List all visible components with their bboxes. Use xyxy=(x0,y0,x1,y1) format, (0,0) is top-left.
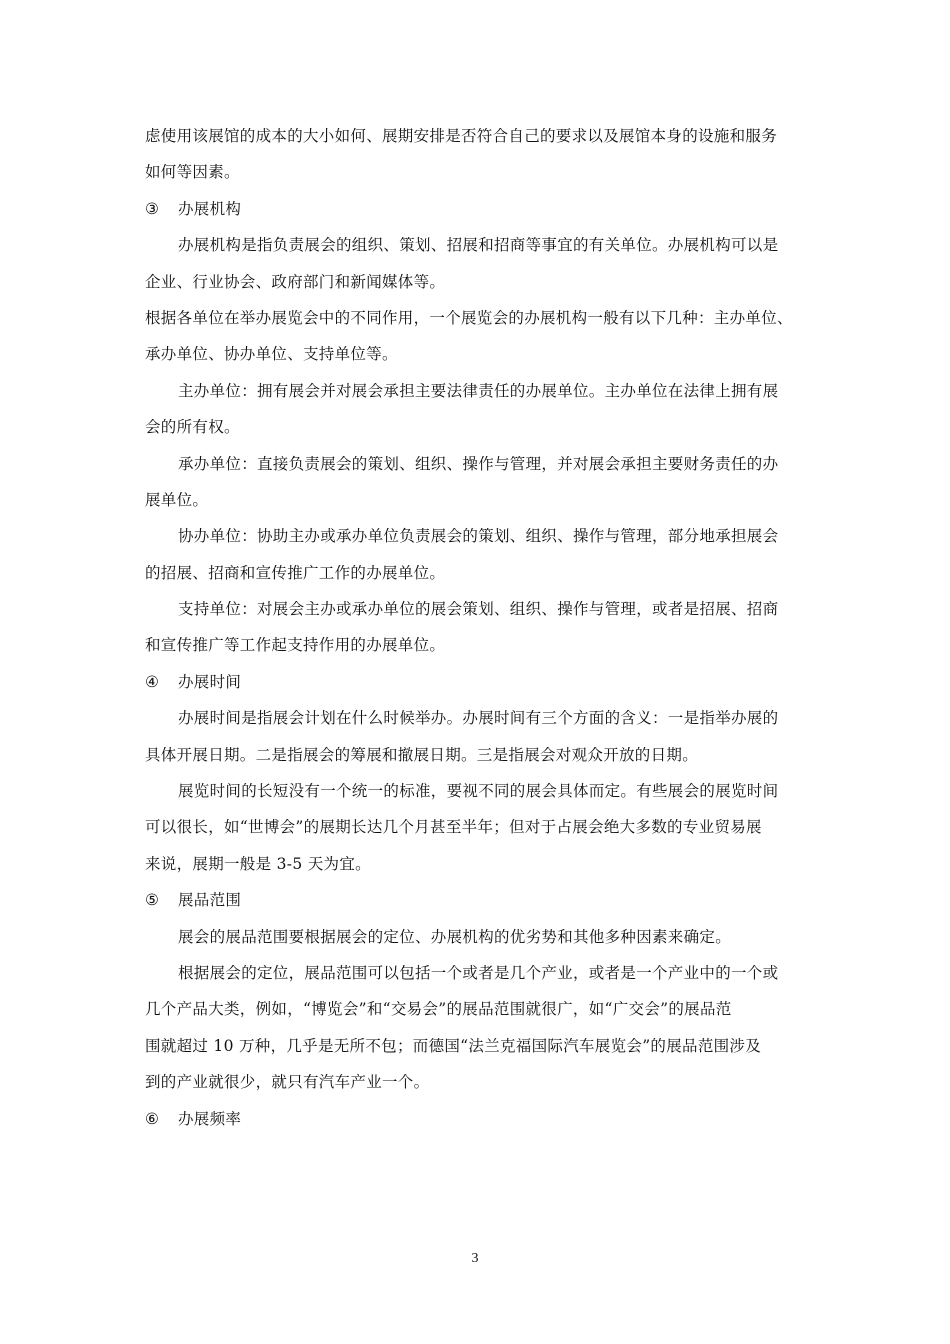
section-heading xyxy=(145,1101,815,1137)
paragraph-line: 虑使用该展馆的成本的大小如何、展期安排是否符合自己的要求以及展馆本身的设施和服务 xyxy=(145,127,778,145)
paragraph-line: 到的产业就很少，就只有汽车产业一个。 xyxy=(145,1073,430,1092)
section-title: 办展时间 xyxy=(178,672,242,691)
paragraph-line: 来说，展期一般是 3-5 天为宜。 xyxy=(145,854,371,873)
section-number: ④ xyxy=(145,672,160,691)
paragraph-line: 和宣传推广等工作起支持作用的办展单位。 xyxy=(145,636,446,655)
paragraph-line: 展览时间的长短没有一个统一的标准，要视不同的展会具体而定。有些展会的展览时间 xyxy=(178,782,779,801)
section-heading xyxy=(145,664,815,700)
paragraph-line: 展会的展品范围要根据展会的定位、办展机构的优劣势和其他多种因素来确定。 xyxy=(178,927,732,946)
section-number: ⑤ xyxy=(145,891,160,910)
paragraph-line: 的招展、招商和宣传推广工作的办展单位。 xyxy=(145,563,446,582)
paragraph-line: 企业、行业协会、政府部门和新闻媒体等。 xyxy=(145,272,446,291)
section-number: ⑥ xyxy=(145,1109,160,1128)
paragraph-line: 协办单位：协助主办或承办单位负责展会的策划、组织、操作与管理，部分地承担展会 xyxy=(178,527,779,546)
page-number: 3 xyxy=(471,1251,479,1266)
section-number: ③ xyxy=(145,199,160,218)
section-title: 展品范围 xyxy=(178,891,242,910)
paragraph-line: 承办单位：直接负责展会的策划、组织、操作与管理，并对展会承担主要财务责任的办 xyxy=(178,454,779,473)
section-title: 办展机构 xyxy=(178,199,242,218)
paragraph-line: 几个产品大类，例如，“博览会”和“交易会”的展品范围就很广，如“广交会”的展品范 xyxy=(145,1000,732,1019)
paragraph-line: 围就超过 10 万种，几乎是无所不包；而德国“法兰克福国际汽车展览会”的展品范围涉及 xyxy=(145,1036,762,1055)
paragraph-line: 如何等因素。 xyxy=(145,163,240,182)
paragraph-line: 主办单位：拥有展会并对展会承担主要法律责任的办展单位。主办单位在法律上拥有展 xyxy=(178,381,779,400)
paragraph-line: 根据展会的定位，展品范围可以包括一个或者是几个产业，或者是一个产业中的一个或 xyxy=(178,963,779,982)
section-title: 办展频率 xyxy=(178,1109,242,1128)
paragraph-line: 办展时间是指展会计划在什么时候举办。办展时间有三个方面的含义：一是指举办展的 xyxy=(178,709,779,728)
paragraph-line: 根据各单位在举办展览会中的不同作用，一个展览会的办展机构一般有以下几种：主办单位、 xyxy=(145,308,793,327)
section-heading xyxy=(145,882,815,918)
document-body xyxy=(145,118,815,1137)
paragraph-line: 展单位。 xyxy=(145,490,209,509)
paragraph-line: 承办单位、协办单位、支持单位等。 xyxy=(145,345,398,364)
paragraph-line: 会的所有权。 xyxy=(145,418,240,437)
section-heading xyxy=(145,191,815,227)
paragraph-line: 具体开展日期。二是指展会的筹展和撤展日期。三是指展会对观众开放的日期。 xyxy=(145,745,699,764)
paragraph-line: 支持单位：对展会主办或承办单位的展会策划、组织、操作与管理，或者是招展、招商 xyxy=(178,600,779,619)
paragraph-line: 办展机构是指负责展会的组织、策划、招展和招商等事宜的有关单位。办展机构可以是 xyxy=(178,236,779,255)
paragraph-line: 可以很长，如“世博会”的展期长达几个月甚至半年；但对于占展会绝大多数的专业贸易展 xyxy=(145,818,762,837)
